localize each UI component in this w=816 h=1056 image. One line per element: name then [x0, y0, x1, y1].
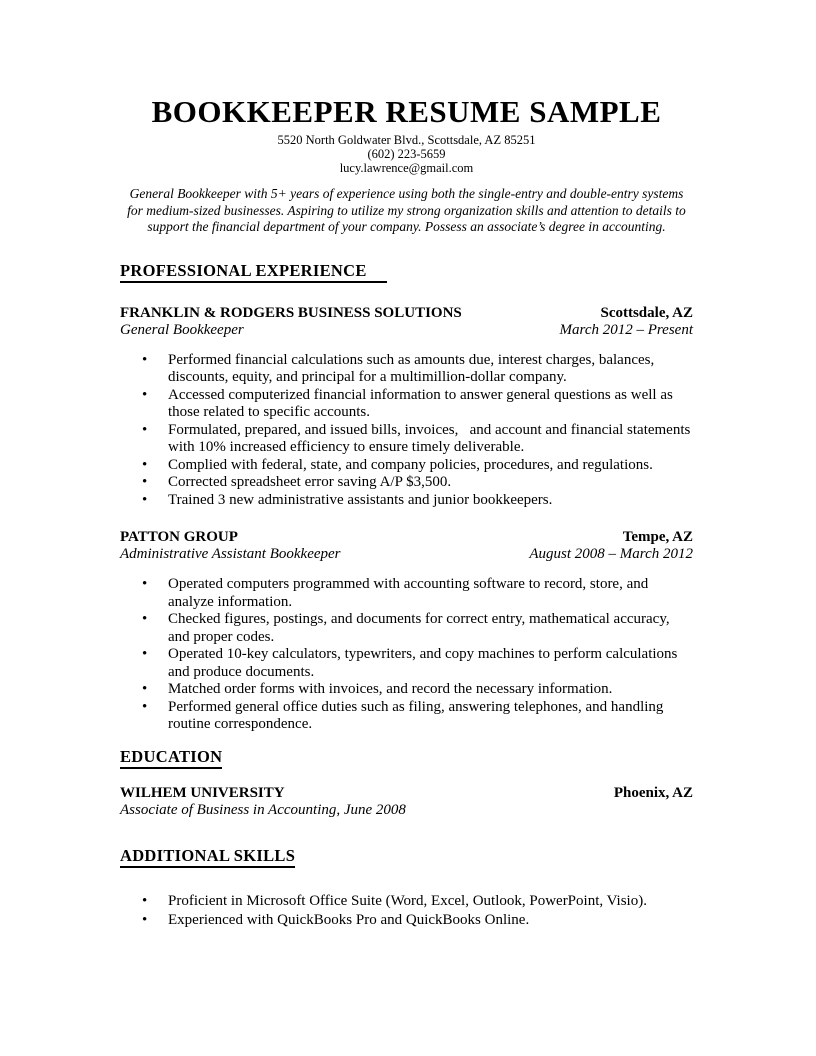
- bullet-item: • Accessed computerized financial information to answer general questions as well as those related to specific accounts.: [120, 387, 693, 422]
- company-name: PATTON GROUP: [120, 529, 238, 545]
- section-experience: [120, 262, 693, 734]
- section-skills: [120, 847, 693, 930]
- job-role: Administrative Assistant Bookkeeper: [120, 546, 341, 562]
- skills-heading: [120, 847, 693, 868]
- education-school-row: [120, 785, 693, 802]
- contact-email: lucy.lawrence@gmail.com: [339, 161, 474, 175]
- bullet-item: • Trained 3 new administrative assistants and junior bookkeepers.: [120, 492, 693, 510]
- company-location: Tempe, AZ: [622, 529, 693, 545]
- contact-phone: (602) 223-5659: [367, 147, 446, 161]
- job-role-row: [120, 322, 693, 339]
- job-company-row: [120, 305, 693, 322]
- bullet-item: • Matched order forms with invoices, and record the necessary information.: [120, 681, 693, 699]
- bullet-item: • Experienced with QuickBooks Pro and QuickBooks Online.: [120, 911, 693, 930]
- job-bullet-list: [120, 352, 693, 510]
- bullet-item: • Complied with federal, state, and company policies, procedures, and regulations.: [120, 457, 693, 475]
- bullet-item: • Performed financial calculations such as amounts due, interest charges, balances, discounts, equity, and principal for a multimillion-dollar company.: [120, 352, 693, 387]
- job-company-row: [120, 529, 693, 546]
- bullet-item: • Formulated, prepared, and issued bills, invoices, and account and financial statements with 10% increased efficiency to ensure timely deliverable.: [120, 422, 693, 457]
- bullet-item: • Proficient in Microsoft Office Suite (Word, Excel, Outlook, PowerPoint, Visio).: [120, 892, 693, 911]
- bullet-item: • Operated computers programmed with accounting software to record, store, and analyze information.: [120, 576, 693, 611]
- summary-paragraph: General Bookkeeper with 5+ years of experience using both the single-entry and double-entry systems for medium-sized businesses. Aspiring to utilize my strong organization skills and attention to details to support the financial department of your company. Possess an associate’s degree in accounting.: [127, 186, 686, 234]
- skills-heading-text: ADDITIONAL SKILLS: [120, 847, 295, 868]
- skills-bullet-list: [120, 892, 693, 930]
- company-location: Scottsdale, AZ: [600, 304, 693, 321]
- contact-address: 5520 North Goldwater Blvd., Scottsdale, AZ 85251: [277, 133, 536, 147]
- degree-line: Associate of Business in Accounting, June 2008: [120, 801, 406, 818]
- section-education: [120, 748, 693, 819]
- resume-header: [120, 95, 693, 175]
- job-entry: [120, 529, 693, 734]
- job-bullet-list: [120, 576, 693, 734]
- job-dates: March 2012 – Present: [559, 321, 693, 338]
- job-entry: [120, 305, 693, 510]
- bullet-item: • Corrected spreadsheet error saving A/P $3,500.: [120, 474, 693, 492]
- bullet-item: • Checked figures, postings, and documents for correct entry, mathematical accuracy, and proper codes.: [120, 611, 693, 646]
- job-role-row: [120, 546, 693, 563]
- bullet-item: • Operated 10-key calculators, typewriters, and copy machines to perform calculations and produce documents.: [120, 646, 693, 681]
- experience-heading: [120, 262, 693, 283]
- experience-heading-text: PROFESSIONAL EXPERIENCE: [120, 262, 387, 283]
- school-location: Phoenix, AZ: [613, 784, 693, 801]
- education-heading-text: EDUCATION: [120, 748, 222, 769]
- bullet-item: • Performed general office duties such as filing, answering telephones, and handling routine correspondence.: [120, 699, 693, 734]
- job-dates: August 2008 – March 2012: [529, 546, 693, 562]
- job-role: General Bookkeeper: [120, 321, 244, 338]
- school-name: WILHEM UNIVERSITY: [120, 784, 285, 801]
- resume-title: BOOKKEEPER RESUME SAMPLE: [151, 94, 662, 129]
- education-heading: [120, 748, 693, 769]
- company-name: FRANKLIN & RODGERS BUSINESS SOLUTIONS: [120, 304, 462, 321]
